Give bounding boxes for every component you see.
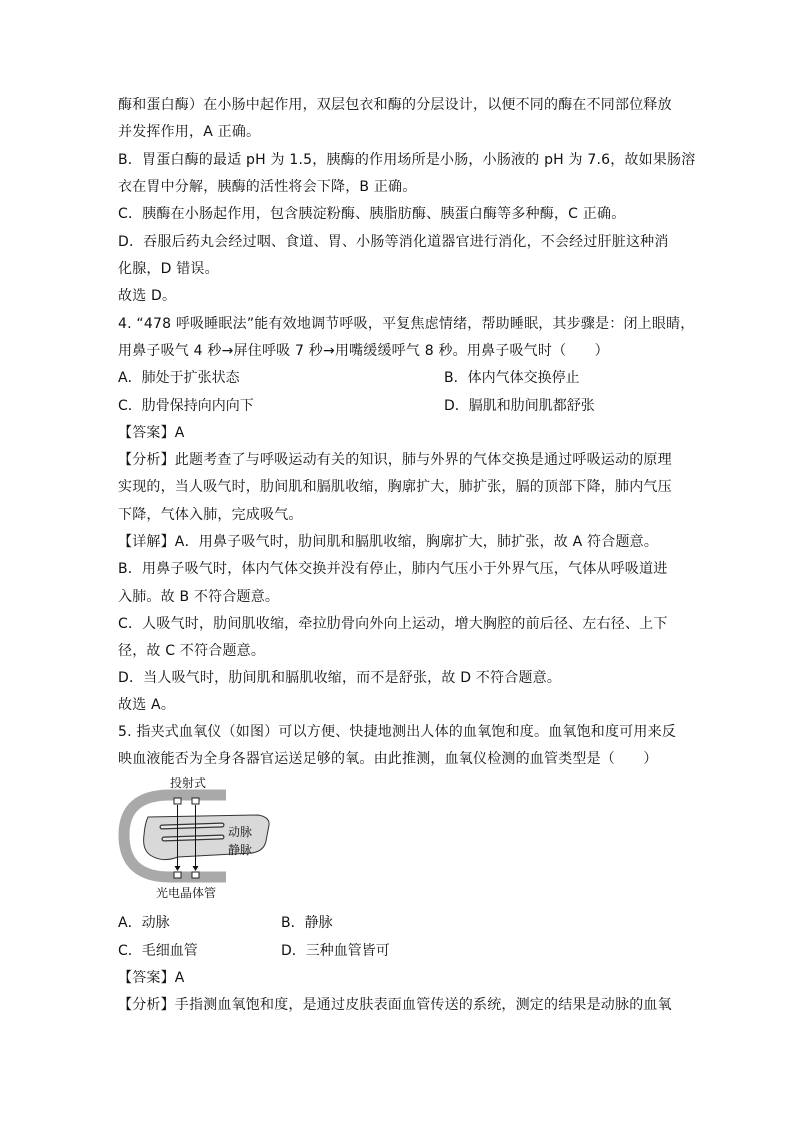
- answer-label: 【答案】A: [118, 425, 185, 441]
- analysis-line: 实现的，当人吸气时，肋间肌和膈肌收缩，胸廓扩大，肺扩张，膈的顶部下降，肺内气压: [118, 479, 672, 495]
- option-b: B．体内气体交换停止: [444, 370, 580, 386]
- question-5-stem: 映血液能否为全身各器官运送足够的氧。由此推测，血氧仪检测的血管类型是（ ）: [118, 751, 658, 767]
- text-line: D．吞服后药丸会经过咽、食道、胃、小肠等消化道器官进行消化，不会经过肝脏这种消: [118, 234, 669, 250]
- detail-line: 入肺。故 B 不符合题意。: [118, 589, 280, 605]
- arrow-down-icon: [193, 866, 199, 871]
- detail-line: 故选 A。: [118, 697, 176, 713]
- option-c: C．肋骨保持向内向下: [118, 398, 254, 414]
- analysis-line: 下降，气体入肺，完成吸气。: [118, 507, 303, 523]
- emitter-left: [174, 798, 181, 804]
- arrow-down-icon: [175, 866, 181, 871]
- answer-label: 【答案】A: [118, 970, 185, 986]
- detector-left: [174, 872, 181, 878]
- oximeter-figure: [118, 773, 278, 905]
- option-c: C．毛细血管: [118, 943, 198, 959]
- detail-line: C．人吸气时，肋间肌收缩，牵拉肋骨向外向上运动，增大胸腔的前后径、左右径、上下: [118, 616, 668, 632]
- option-d: D．膈肌和肋间肌都舒张: [444, 398, 595, 414]
- figure-label-transmissive: 投射式: [170, 776, 207, 790]
- text-line: 酶和蛋白酶）在小肠中起作用，双层包衣和酶的分层设计，以便不同的酶在不同部位释放: [118, 97, 672, 113]
- text-line: 并发挥作用，A 正确。: [118, 124, 261, 140]
- text-line: C．胰酶在小肠起作用，包含胰淀粉酶、胰脂肪酶、胰蛋白酶等多种酶，C 正确。: [118, 206, 626, 222]
- analysis-line: 【分析】手指测血氧饱和度，是通过皮肤表面血管传送的系统，测定的结果是动脉的血氧: [118, 997, 672, 1013]
- detail-line: B．用鼻子吸气时，体内气体交换并没有停止，肺内气压小于外界气压，气体从呼吸道进: [118, 561, 668, 577]
- detail-line: 【详解】A．用鼻子吸气时，肋间肌和膈肌收缩，胸廓扩大，肺扩张，故 A 符合题意。: [118, 534, 659, 550]
- text-line: 衣在胃中分解，胰酶的活性将会下降，B 正确。: [118, 179, 417, 195]
- text-line: B．胃蛋白酶的最适 pH 为 1.5，胰酶的作用场所是小肠，小肠液的 pH 为 7.6，故如果肠溶: [118, 152, 696, 168]
- question-5-stem: 5. 指夹式血氧仪（如图）可以方便、快捷地测出人体的血氧饱和度。血氧饱和度可用来反: [118, 724, 677, 740]
- detail-line: 径，故 C 不符合题意。: [118, 643, 266, 659]
- text-line: 故选 D。: [118, 288, 177, 304]
- option-a: A．动脉: [118, 915, 170, 931]
- analysis-line: 【分析】此题考查了与呼吸运动有关的知识，肺与外界的气体交换是通过呼吸运动的原理: [118, 452, 672, 468]
- figure-label-artery: 动脉: [228, 825, 253, 839]
- question-4-stem: 用鼻子吸气 4 秒→屏住呼吸 7 秒→用嘴缓缓呼气 8 秒。用鼻子吸气时（ ）: [118, 343, 609, 359]
- question-4-stem: 4. “478 呼吸睡眠法”能有效地调节呼吸，平复焦虑情绪，帮助睡眠，其步骤是：闭上眼睛，: [118, 316, 695, 332]
- detector-right: [192, 872, 199, 878]
- detail-line: D．当人吸气时，肋间肌和膈肌收缩，而不是舒张，故 D 不符合题意。: [118, 670, 562, 686]
- emitter-right: [192, 798, 199, 804]
- figure-label-phototransistor: 光电晶体管: [156, 886, 217, 900]
- option-a: A．肺处于扩张状态: [118, 370, 240, 386]
- figure-label-vein: 静脉: [228, 843, 253, 857]
- text-line: 化腺，D 错误。: [118, 261, 219, 277]
- option-b: B．静脉: [281, 915, 333, 931]
- option-d: D．三种血管皆可: [281, 943, 390, 959]
